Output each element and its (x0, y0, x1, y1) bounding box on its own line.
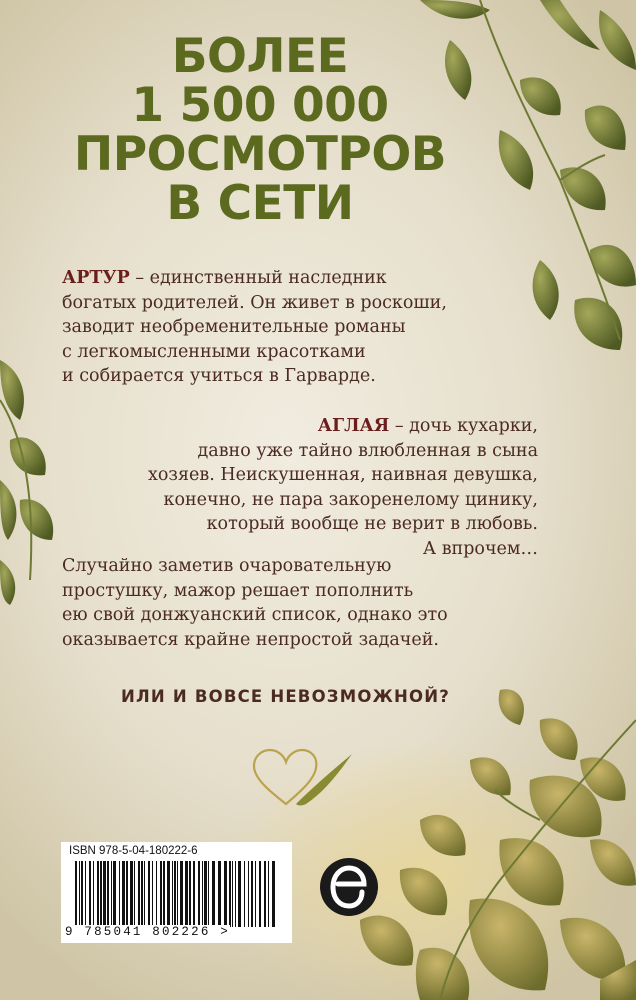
paragraph-line: давно уже тайно влюбленная в сына (197, 440, 538, 461)
barcode-bar (163, 861, 165, 927)
barcode-bar (198, 861, 200, 927)
paragraph-line: с легкомысленными красотками (62, 341, 366, 362)
headline-line: 1 500 000 (131, 78, 389, 133)
barcode-bar (111, 861, 112, 927)
barcode-bar (202, 861, 203, 927)
barcode-digits: 9 785041 802226 > (65, 925, 230, 939)
barcode-bar (272, 861, 275, 927)
paragraph-text: – единственный наследник (129, 268, 387, 288)
barcode-bar (93, 861, 94, 927)
paragraph-text: – дочь кухарки, (389, 416, 538, 436)
headline-line: ПРОСМОТРОВ (73, 127, 447, 182)
barcode-bar (130, 861, 133, 927)
paragraph-line: и собирается учиться в Гарварде. (62, 366, 376, 386)
barcode-bar (204, 861, 207, 927)
heart-icon (248, 744, 358, 814)
barcode-bar (268, 861, 269, 927)
paragraph-line: ею свой донжуанский список, однако это (62, 605, 448, 625)
paragraph-aglaya (92, 414, 538, 561)
paragraph-plot (62, 554, 448, 652)
barcode-bar (134, 861, 135, 927)
paragraph-line: А впрочем… (422, 538, 538, 559)
barcode-bar (126, 861, 128, 927)
barcode-bar (160, 861, 162, 927)
barcode-bar (103, 861, 106, 927)
paragraph-line (62, 266, 447, 291)
barcode-bar (122, 861, 125, 927)
barcode-bar (238, 861, 241, 927)
paragraph-artur (62, 266, 447, 389)
barcode-bar (212, 861, 215, 927)
barcode-bar (167, 861, 170, 927)
headline-line: БОЛЕЕ (171, 29, 349, 84)
barcode-bar (79, 861, 80, 927)
paragraph-line: заводит необременительные романы (62, 317, 406, 337)
isbn-label: ISBN 978-5-04-180222-6 (69, 845, 198, 857)
barcode-bar (218, 861, 221, 927)
character-name: АРТУР (62, 268, 130, 288)
barcode-bar (232, 861, 233, 927)
barcode-bar (141, 861, 143, 927)
barcode-bar (138, 861, 140, 927)
barcode-bar (100, 861, 102, 927)
barcode-bar (193, 861, 195, 927)
barcode-bar (248, 861, 249, 927)
barcode-bar (148, 861, 150, 927)
barcode-bar (113, 861, 116, 927)
paragraph-line: который вообще не верит в любовь. (206, 514, 538, 534)
barcode-bar (264, 861, 266, 927)
barcode-bar (177, 861, 178, 927)
barcode-bar (81, 861, 83, 927)
tagline-question: ИЛИ И ВОВСЕ НЕВОЗМОЖНОЙ? (121, 687, 450, 706)
headline-line: В СЕТИ (166, 176, 354, 231)
barcode-bar (119, 861, 120, 927)
paragraph-line: конечно, не пара закоренелому цинику, (163, 489, 538, 510)
barcode-bar (229, 861, 231, 927)
barcode-bar (235, 861, 236, 927)
paragraph-line: богатых родителей. Он живет в роскоши, (62, 292, 447, 313)
barcode-bar (156, 861, 157, 927)
barcode-bar (89, 861, 91, 927)
barcode-bar (174, 861, 176, 927)
barcode-bar (208, 861, 209, 927)
barcode-bar (259, 861, 261, 927)
barcode-bar (180, 861, 183, 927)
barcode-bar (107, 861, 109, 927)
headline (60, 29, 460, 231)
barcode-bar (224, 861, 227, 927)
barcode-bar (97, 861, 99, 927)
barcode-bar (85, 861, 86, 927)
barcode-bar (244, 861, 245, 927)
paragraph-line (92, 414, 538, 439)
publisher-logo-icon (318, 856, 380, 918)
barcode-bar (255, 861, 256, 927)
barcode-bar (185, 861, 188, 927)
barcode-box (61, 842, 292, 943)
barcode-bar (251, 861, 253, 927)
paragraph-line: оказывается крайне непростой задачей. (62, 629, 439, 650)
barcode-bar (152, 861, 153, 927)
paragraph-line: простушку, мажор решает пополнить (62, 580, 414, 601)
barcode-bar (172, 861, 173, 927)
barcode-bar (144, 861, 145, 927)
barcode-image (75, 861, 280, 929)
barcode-bar (189, 861, 191, 927)
paragraph-line: Случайно заметив очаровательную (62, 556, 392, 576)
paragraph-line: хозяев. Неискушенная, наивная девушка, (148, 465, 538, 485)
barcode-bar (75, 861, 77, 927)
character-name: АГЛАЯ (317, 416, 390, 436)
